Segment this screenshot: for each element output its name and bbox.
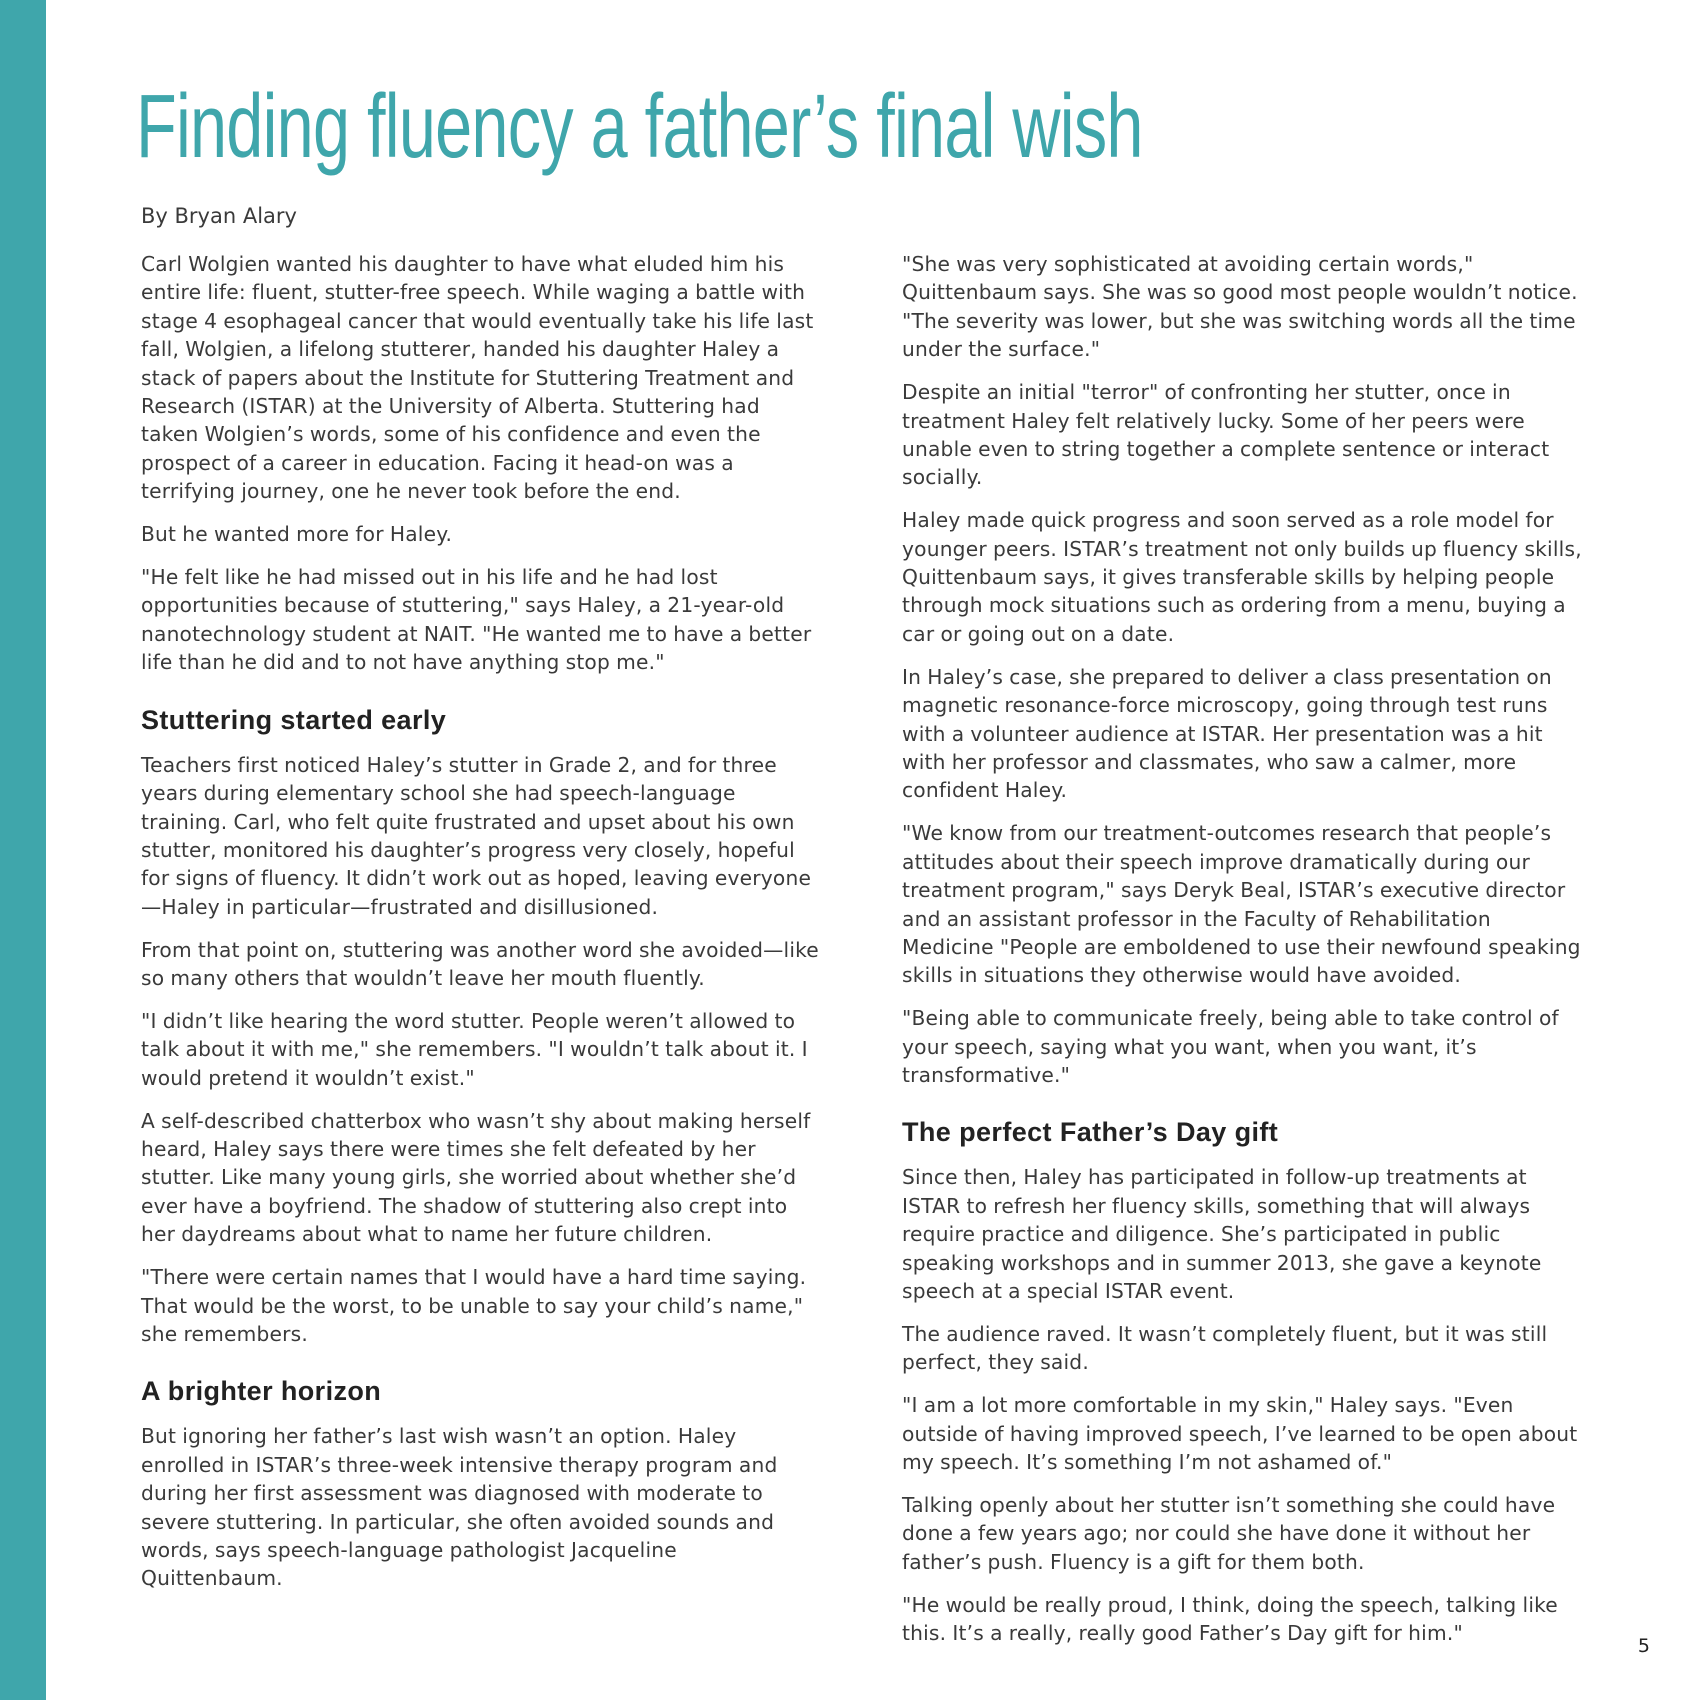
paragraph: "He felt like he had missed out in his life and he had lost opportunities because of stuttering," says Haley, a 21-year-old nanotechnology student at NAIT. "He wanted me to have a better life than he did and to not have anything stop me.": [141, 565, 812, 675]
paragraph: The audience raved. It wasn’t completely fluent, but it was still perfect, they said.: [902, 1322, 1548, 1375]
paragraph: But ignoring her father’s last wish wasn’t an option. Haley enrolled in ISTAR’s three-week intensive therapy program and during her first assessment was diagnosed with moderate to severe stuttering. In particular, she often avoided sounds and words, says speech-language pathologist Jacqueline Quittenbaum.: [141, 1424, 778, 1591]
paragraph: Talking openly about her stutter isn’t something she could have done a few years ago; nor could she have done it without her father’s push. Fluency is a gift for them both.: [902, 1493, 1556, 1574]
paragraph: A self-described chatterbox who wasn’t shy about making herself heard, Haley says there were times she felt defeated by her stutter. Like many young girls, she worried about whether she’d ever have a boyfriend. The shadow of stuttering also crept into her daydreams about what to name her future children.: [141, 1108, 811, 1247]
paragraph: Since then, Haley has participated in follow-up treatments at ISTAR to refresh her fluency skills, something that will always require practice and diligence. She’s participated in public speaking workshops and in summer 2013, she gave a keynote speech at a special ISTAR event.: [902, 1165, 1542, 1304]
paragraph: "I didn’t like hearing the word stutter. People weren’t allowed to talk about it with me," she remembers. "I wouldn’t talk about it. I would pretend it wouldn’t exist.": [141, 1008, 808, 1090]
paragraph: "There were certain names that I would have a hard time saying. That would be the worst, to be unable to say your child’s name," she remembers.: [141, 1265, 807, 1346]
section-heading-stuttering-started-early: Stuttering started early: [141, 704, 447, 735]
section-heading-the-perfect-fathers-day-gift: The perfect Father’s Day gift: [902, 1117, 1279, 1148]
paragraph: Carl Wolgien wanted his daughter to have what eluded him his entire life: fluent, stutter-free speech. While waging a battle with stage 4 esophageal cancer that would eventually take his life last fall, Wolgien, a lifelong stutterer, handed his daughter Haley a stack of papers about the Institute for Stuttering Treatment and Research (ISTAR) at the University of Alberta. Stuttering had taken Wolgien’s words, some of his confidence and even the prospect of a career in education. Facing it head-on was a terrifying journey, one he never took before the end.: [141, 252, 814, 504]
article-column-right: [902, 250, 1582, 1662]
paragraph: From that point on, stuttering was another word she avoided—like so many others that wouldn’t leave her mouth fluently.: [141, 937, 819, 991]
paragraph: "I am a lot more comfortable in my skin," Haley says. "Even outside of having improved speech, I’ve learned to be open about my speech. It’s something I’m not ashamed of.": [902, 1393, 1578, 1475]
article-byline: By Bryan Alary: [141, 204, 297, 228]
paragraph: "We know from our treatment-outcomes research that people’s attitudes about their speech improve dramatically during our treatment program," says Deryk Beal, ISTAR’s executive director and an assistant professor in the Faculty of Rehabilitation Medicine "People are emboldened to use their newfound speaking skills in situations they otherwise would have avoided.: [902, 821, 1581, 988]
paragraph: But he wanted more for Haley.: [141, 522, 453, 547]
paragraph: "Being able to communicate freely, being able to take control of your speech, saying what you want, when you want, it’s transformative.": [902, 1006, 1559, 1088]
accent-side-bar: [0, 0, 46, 1700]
article-title: Finding fluency a father’s final wish: [136, 77, 1143, 177]
article-column-left: [141, 250, 821, 1607]
paragraph: Teachers first noticed Haley’s stutter in Grade 2, and for three years during elementary school she had speech-language training. Carl, who felt quite frustrated and upset about his own stutter, monitored his daughter’s progress very closely, hopeful for signs of fluency. It didn’t work out as hoped, leaving everyone—Haley in particular—frustrated and disillusioned.: [141, 752, 812, 919]
section-heading-a-brighter-horizon: A brighter horizon: [141, 1376, 382, 1407]
paragraph: Despite an initial "terror" of confronting her stutter, once in treatment Haley felt relatively lucky. Some of her peers were unable even to string together a complete sentence or interact socially.: [902, 380, 1550, 490]
paragraph: In Haley’s case, she prepared to deliver a class presentation on magnetic resonance-force microscopy, going through test runs with a volunteer audience at ISTAR. Her presentation was a hit with her professor and classmates, who saw a calmer, more confident Haley.: [902, 664, 1552, 803]
page-number: 5: [1637, 1635, 1650, 1657]
paragraph: "She was very sophisticated at avoiding certain words," Quittenbaum says. She was so good most people wouldn’t notice. "The severity was lower, but she was switching words all the time under the surface.": [902, 252, 1578, 362]
paragraph: "He would be really proud, I think, doing the speech, talking like this. It’s a really, really good Father’s Day gift for him.": [902, 1592, 1558, 1646]
paragraph: Haley made quick progress and soon served as a role model for younger peers. ISTAR’s treatment not only builds up fluency skills, Quittenbaum says, it gives transferable skills by helping people through mock situations such as ordering from a menu, buying a car or going out on a date.: [902, 508, 1582, 646]
